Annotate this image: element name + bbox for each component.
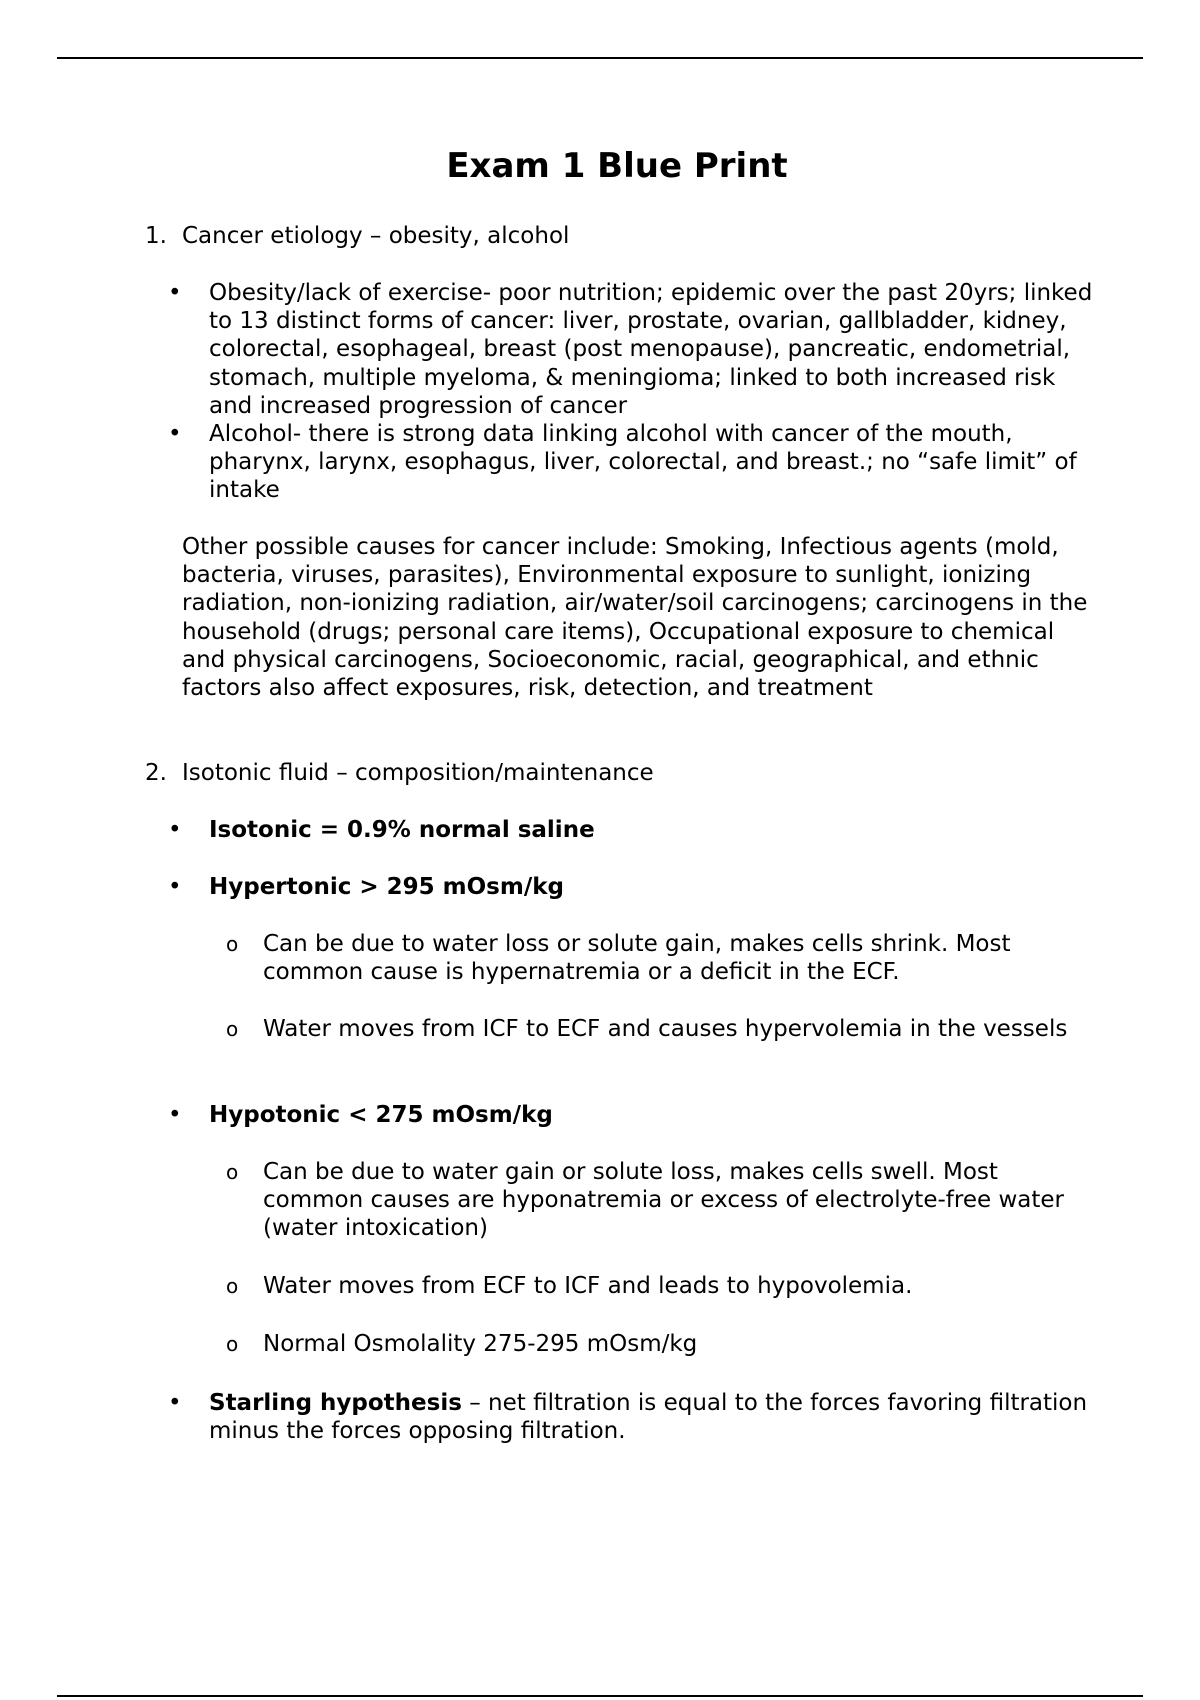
normal-osmolality-text: Normal Osmolality 275-295 mOsm/kg (263, 1331, 698, 1357)
hypertonic-water-text: Water moves from ICF to ECF and causes hypervolemia in the vessels (263, 1016, 1068, 1042)
bullet-icon: • (168, 421, 182, 447)
circle-bullet-icon: o (226, 1160, 239, 1184)
top-rule (57, 57, 1143, 59)
section-1-label: Cancer etiology – obesity, alcohol (182, 223, 570, 249)
obesity-text: Obesity/lack of exercise- poor nutrition; epidemic over the past 20yrs; linked to 13 distinct forms of cancer: liver, prostate, ovarian, gallbladder, kidney, colorectal, esophageal, breast (post menopause), pancreatic, endometrial, stomach, multiple myeloma, & meningioma; linked to both increased risk and increased progression of cancer (209, 280, 1093, 419)
bullet-icon: • (168, 817, 182, 843)
bullet-icon: • (168, 1390, 182, 1416)
bottom-rule (57, 1695, 1143, 1697)
alcohol-text: Alcohol- there is strong data linking alcohol with cancer of the mouth, pharynx, larynx, esophagus, liver, colorectal, and breast.; no “safe limit” of intake (209, 421, 1077, 504)
circle-bullet-icon: o (226, 1332, 239, 1356)
hypertonic-label: Hypertonic > 295 mOsm/kg (209, 874, 564, 900)
section-1-number: 1. (145, 223, 167, 249)
starling-text (209, 1389, 1094, 1445)
bullet-icon: • (168, 280, 182, 306)
isotonic-text: Isotonic = 0.9% normal saline (209, 817, 595, 843)
page-title: Exam 1 Blue Print (446, 146, 788, 186)
section-2-number: 2. (145, 760, 167, 786)
section-2-label: Isotonic fluid – composition/maintenance (182, 760, 654, 786)
hypertonic-cause-text: Can be due to water loss or solute gain, makes cells shrink. Most common cause is hypernatremia or a deficit in the ECF. (263, 931, 1011, 986)
bullet-icon: • (168, 874, 182, 900)
bullet-icon: • (168, 1102, 182, 1128)
starling-term: Starling hypothesis (209, 1390, 462, 1416)
hypotonic-label: Hypotonic < 275 mOsm/kg (209, 1102, 553, 1128)
hypotonic-cause-text: Can be due to water gain or solute loss, makes cells swell. Most common causes are hyponatremia or excess of electrolyte-free water (water intoxication) (263, 1159, 1064, 1242)
circle-bullet-icon: o (226, 932, 239, 956)
starling-definition: – net filtration is equal to the forces favoring filtration minus the forces opposing filtration. (209, 1390, 1088, 1445)
hypotonic-water-text: Water moves from ECF to ICF and leads to hypovolemia. (263, 1273, 913, 1299)
circle-bullet-icon: o (226, 1017, 239, 1041)
other-causes-paragraph: Other possible causes for cancer include: Smoking, Infectious agents (mold, bacteria, viruses, parasites), Environmental exposure to sunlight, ionizing radiation, non-ionizing radiation, air/water/soil carcinogens; carcinogens in the household (drugs; personal care items), Occupational exposure to chemical and physical carcinogens, Socioeconomic, racial, geographical, and ethnic factors also affect exposures, risk, detection, and treatment (182, 534, 1088, 702)
circle-bullet-icon: o (226, 1274, 239, 1298)
